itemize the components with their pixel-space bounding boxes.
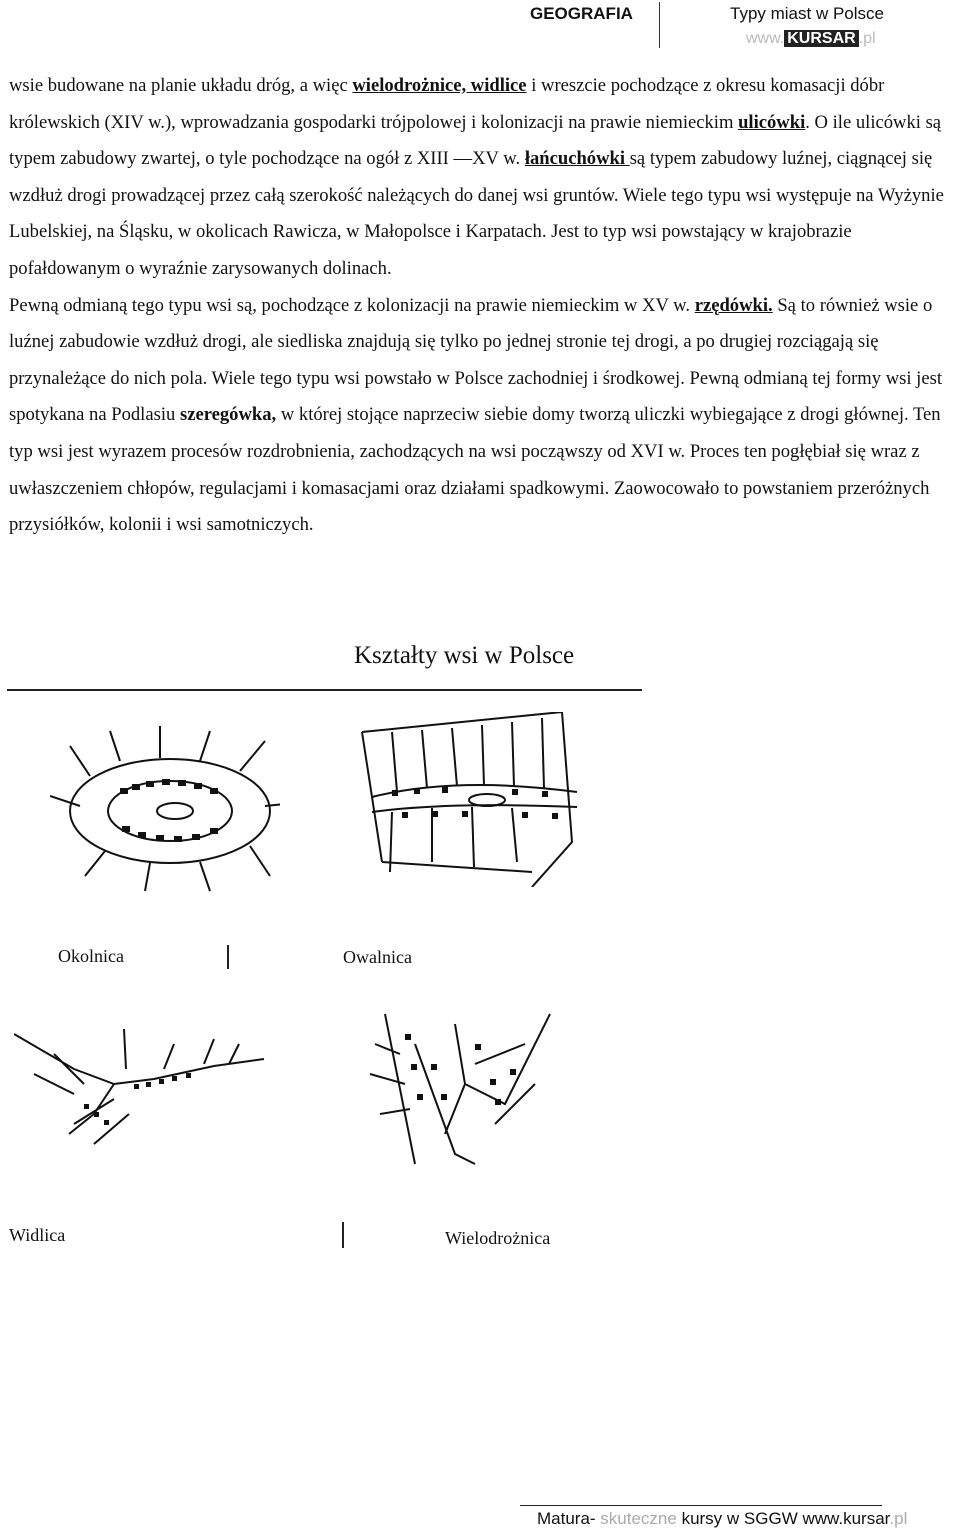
figure-title: Kształty wsi w Polsce [354, 642, 575, 669]
text-run: w której stojące naprzeciw siebie domy tworzą uliczki wybiegające z drogi głównej. Ten typ wsi jest wyrazem procesów rozdrobnienia, zachodzących na wsi począwszy od XVI w. Proces ten pogłębiał się wraz z uwłaszczeniem chłopów, regulacjami i komasacjami oraz działami spadkowymi. Zaowocowało to powstaniem przeróżnych przysiółków, kolonii i wsi samotniczych. [9, 404, 941, 536]
footer [537, 1509, 907, 1529]
label-widlica: Widlica [9, 1225, 66, 1245]
label-okolnica: Okolnica [58, 946, 124, 966]
title-rule [7, 689, 642, 691]
text-run: i wreszcie pochodzące z okresu komasacji dóbr królewskich (XIV w.), wprowadzania gospodarki trójpolowej i kolonizacji na prawie niemieckim [9, 75, 885, 133]
footer-rule [520, 1505, 882, 1506]
logo-brand: KURSAR [784, 30, 858, 47]
text-run: . O ile ulicówki są typem zabudowy zwartej, o tyle pochodzące na ogół z XIII —XV w. [9, 111, 942, 170]
wielodroznica-sketch [355, 1004, 555, 1169]
label-divider [342, 1222, 344, 1248]
paragraph-2 [9, 288, 951, 544]
term-lancuchowki: łańcuchówki [524, 148, 630, 170]
footer-text: kursy w SGGW [676, 1509, 803, 1528]
text-run: wsie budowane na planie układu dróg, a więc [9, 75, 353, 96]
footer-text: skuteczne [600, 1509, 677, 1528]
logo-prefix: www. [746, 30, 785, 47]
label-divider [227, 945, 229, 969]
term-rzedowki: rzędówki. [694, 294, 773, 316]
term-wielodroznice-widlice: wielodrożnice, widlice [352, 75, 527, 96]
header-divider [659, 2, 660, 48]
footer-link[interactable]: www.kursar [802, 1509, 890, 1528]
header-topic: Typy miast w Polsce [730, 4, 884, 23]
text-run: Pewną odmianą tego typu wsi są, pochodzące z kolonizacji na prawie niemieckim w XV w. [9, 294, 695, 316]
footer-text: Matura- [537, 1509, 601, 1528]
text-run: są typem zabudowy luźnej, ciągnącej się wzdłuż drogi prowadzącej przez całą szerokość należących do danej wsi gruntów. Wiele tego typu wsi występuje na Wyżynie Lubelskiej, na Śląsku, w okolicach Rawicza, w Małopolsce i Karpatach. Jest to typ wsi powstający w krajobrazie pofałdowanym o wyraźnie zarysowanych dolinach. [9, 148, 944, 279]
term-szeregowka: szeregówka, [179, 404, 277, 426]
header-subject: GEOGRAFIA [530, 4, 633, 23]
term-ulicowki: ulicówki [738, 111, 806, 133]
text-run: Są to również wsie o luźnej zabudowie wzdłuż drogi, ale siedliska znajdują się tylko po jednej stronie tej drogi, a po drugiej rozciągają się przynależące do nich pola. Wiele tego typu wsi powstało w Polsce zachodniej i środkowej. Pewną odmianą tej formy wsi jest spotykana na Podlasiu [9, 294, 943, 426]
footer-text: .pl [889, 1509, 908, 1528]
label-wielodroznica: Wielodrożnica [445, 1228, 551, 1248]
label-owalnica: Owalnica [343, 947, 412, 967]
okolnica-sketch [50, 726, 280, 896]
owalnica-sketch [352, 712, 582, 887]
kursar-logo [746, 30, 876, 48]
paragraph-1 [9, 68, 951, 288]
widlica-sketch [14, 1024, 274, 1164]
body-text [9, 68, 951, 544]
logo-suffix: .pl [858, 30, 876, 47]
